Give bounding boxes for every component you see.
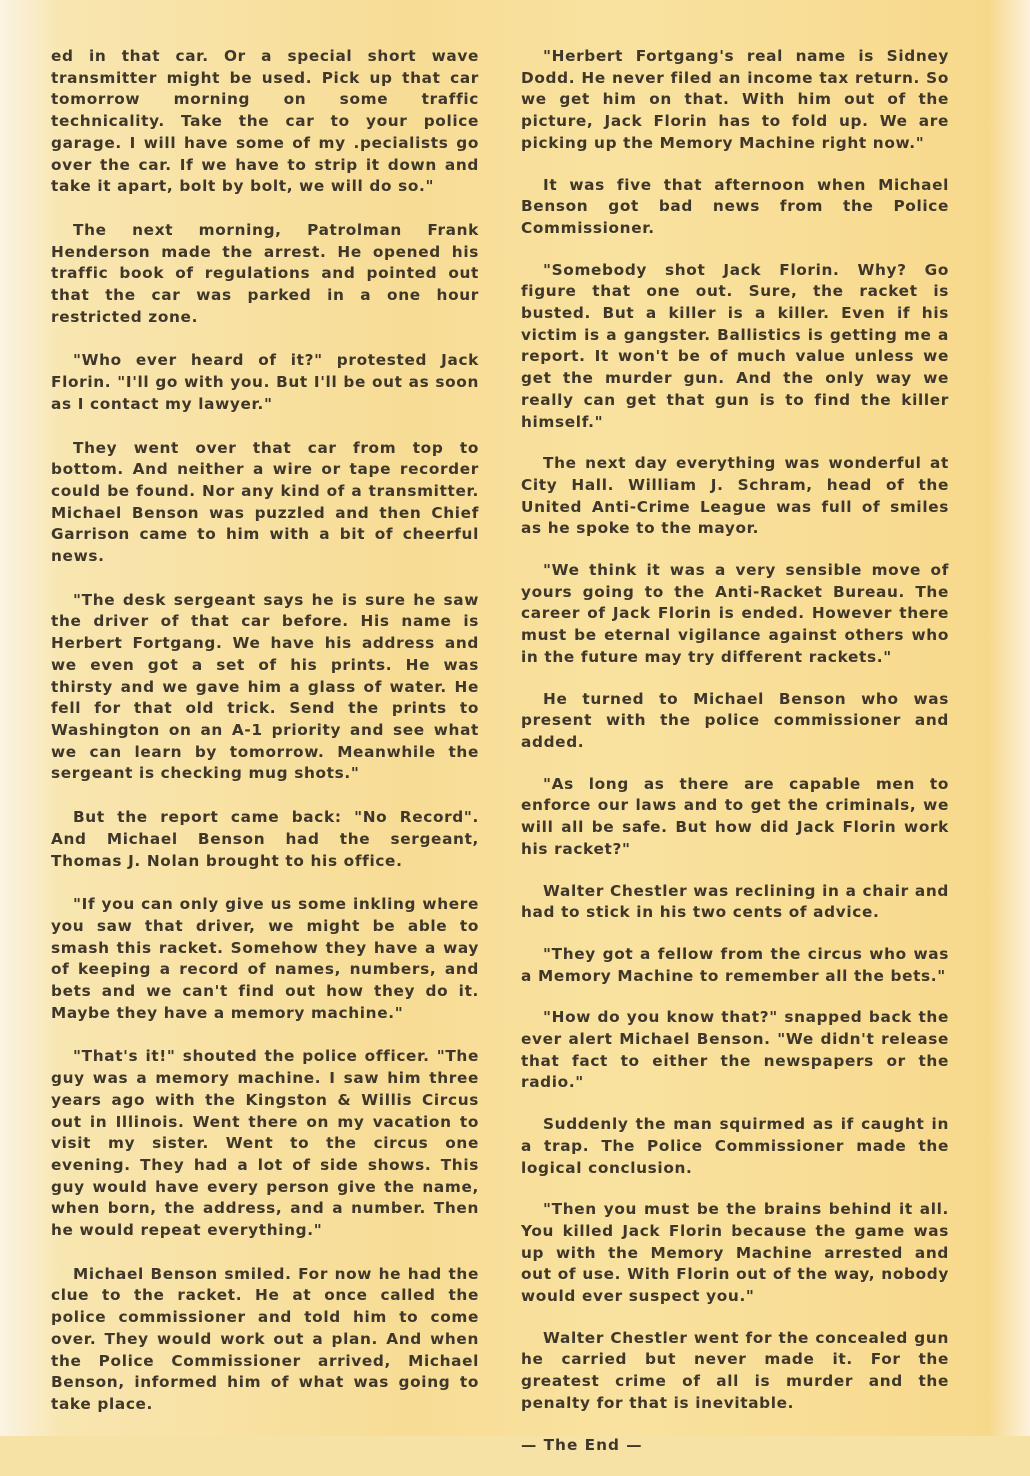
paragraph: ed in that car. Or a special short wave transmitter might be used. Pick up that car tomorrow morning on some traffic technicality. Take the car to your police garage. I will have some of my .pecialists go over the car. If we have to strip it down and take it apart, bolt by bolt, we will do so." — [51, 47, 479, 196]
paragraph: "Herbert Fortgang's real name is Sidney Dodd. He never filed an income tax return. So we get him on that. With him out of the picture, Jack Florin has to fold up. We are picking up the Memory Machine right now." — [521, 47, 949, 152]
paragraph: "Who ever heard of it?" protested Jack Florin. "I'll go with you. But I'll be out as soon as I contact my lawyer." — [51, 351, 479, 413]
paragraph: "We think it was a very sensible move of yours going to the Anti-Racket Bureau. The career of Jack Florin is ended. However there must be eternal vigilance against others who in the future may try different rackets." — [521, 561, 949, 666]
paragraph: The next day everything was wonderful at City Hall. William J. Schram, head of the United Anti-Crime League was full of smiles as he spoke to the mayor. — [521, 454, 949, 538]
paragraph: He turned to Michael Benson who was present with the police commissioner and added. — [521, 689, 949, 751]
paragraph: "As long as there are capable men to enforce our laws and to get the criminals, we will all be safe. But how did Jack Florin work his racket?" — [521, 774, 949, 858]
paragraph: The next morning, Patrolman Frank Henderson made the arrest. He opened his traffic book of regulations and pointed out that the car was parked in a one hour restricted zone. — [51, 220, 479, 326]
paragraph: Walter Chestler was reclining in a chair and had to stick in his two cents of advice. — [521, 881, 949, 922]
paragraph: "That's it!" shouted the police officer. "The guy was a memory machine. I saw him three years ago with the Kingston & Willis Circus out in Illinois. Went there on my vacation to visit my sister. Went to the circus one evening. They had a lot of side shows. This guy would have every person give the name, when born, the address, and a number. Then he would repeat everything." — [51, 1047, 479, 1240]
paragraph: It was five that afternoon when Michael Benson got bad news from the Police Commissioner. — [521, 175, 949, 237]
right-column — [521, 46, 949, 1476]
paragraph: Michael Benson smiled. For now he had the clue to the racket. He at once called the police commissioner and told him to come over. They would work out a plan. And when the Police Commissioner arrived, Michael Benson, informed him of what was going to take place. — [51, 1264, 479, 1413]
paragraph: But the report came back: "No Record". And Michael Benson had the sergeant, Thomas J. Nolan brought to his office. — [51, 808, 479, 870]
paragraph: "The desk sergeant says he is sure he saw the driver of that car before. His name is Herbert Fortgang. We have his address and we even got a set of his prints. He was thirsty and we gave him a glass of water. He fell for that old trick. Send the prints to Washington on an A-1 priority and see what we can learn by tomorrow. Meanwhile the sergeant is checking mug shots." — [51, 590, 479, 783]
paragraph: "If you can only give us some inkling where you saw that driver, we might be able to smash this racket. Somehow they have a way of keeping a record of names, numbers, and bets and we can't find out how they do it. Maybe they have a memory machine." — [51, 895, 479, 1022]
paragraph: Suddenly the man squirmed as if caught in a trap. The Police Commissioner made the logical conclusion. — [521, 1115, 949, 1177]
paragraph: "How do you know that?" snapped back the ever alert Michael Benson. "We didn't release that fact to either the newspapers or the radio." — [521, 1008, 949, 1092]
left-column — [51, 46, 479, 1438]
end-mark: — The End — — [521, 1435, 643, 1454]
paragraph: Walter Chestler went for the concealed gun he carried but never made it. For the greatest crime of all is murder and the penalty for that is inevitable. — [521, 1328, 949, 1412]
paragraph: "Then you must be the brains behind it all. You killed Jack Florin because the game was up with the Memory Machine arrested and out of use. With Florin out of the way, nobody would ever suspect you." — [521, 1200, 949, 1306]
paragraph: "They got a fellow from the circus who was a Memory Machine to remember all the bets." — [521, 944, 949, 985]
paragraph: They went over that car from top to bottom. And neither a wire or tape recorder could be found. Nor any kind of a transmitter. Michael Benson was puzzled and then Chief Garrison came to him with a bit of cheerful news. — [51, 438, 479, 566]
paragraph: "Somebody shot Jack Florin. Why? Go figure that one out. Sure, the racket is busted. But a killer is a killer. Even if his victim is a gangster. Ballistics is getting me a report. It won't be of much value unless we get the murder gun. And the only way we really can get that gun is to find the killer himself." — [521, 260, 949, 431]
